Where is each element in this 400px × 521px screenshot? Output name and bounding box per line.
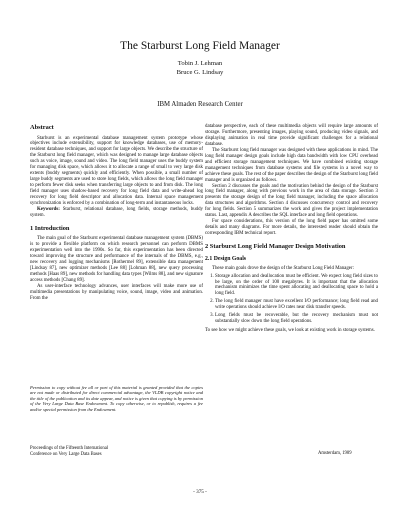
- conference-location: Amsterdam, 1989: [318, 451, 352, 456]
- left-column: [30, 124, 203, 302]
- proceedings-line: Conference on Very Large Data Bases: [30, 451, 102, 457]
- permission-notice: Permission to copy without fee all or part of this material is granted provided that the copies are not made or distributed for direct commercial advantage, the VLDB copyright notice and the title of the publication and its date appear, and notice is given that copying is by permission of the Very Large Data Base Endowment. To copy otherwise, or to republish, requires a fee and/or special permission from the Endowment.: [30, 385, 203, 412]
- design-goals-list: [205, 274, 378, 326]
- list-item: 1. Storage allocation and deallocation must be efficient. We expect long field sizes to be large, on the order of 100 megabytes. It is important that the allocation mechanism minimizes the time spent allocating and deallocating space to hold a long field.: [215, 274, 378, 298]
- page-number: - 375 -: [193, 489, 207, 495]
- body-paragraph: Section 2 discusses the goals and the motivation behind the design of the Starburst long field manager, along with previous work in the area of data storage. Section 3 presents the storage design of the long field manager, including the space allocation data structures and algorithms. Section 4 discusses concurrency control and recovery for long fields. Section 5 summarizes the work and gives the project implementation status. Last, appendix A describes the SQL interface and long field operations.: [205, 183, 378, 219]
- section-2-heading: 2 Starburst Long Field Manager Design Motivation: [205, 243, 346, 251]
- list-item: 3. Long fields must be recoverable, but the recovery mechanism must not substantially slow down the long field operations.: [215, 313, 378, 325]
- body-paragraph: As user-interface technology advances, user interfaces will make more use of multimedia presentations by manipulating voice, sound, image, video and animation. From the: [30, 283, 203, 301]
- author-name: Tobin J. Lehman: [177, 60, 223, 67]
- body-paragraph: database perspective, each of these multimedia objects will require large amounts of storage. Furthermore, presenting images, playing sound, producing video signals, and displaying animation in real time provide significant challenges for a relational database.: [205, 124, 378, 147]
- introduction-heading: 1 Introduction: [30, 224, 70, 232]
- abstract-paragraph: Starburst is an experimental database management system prototype whose objectives include extensibility, support for knowledge databases, use of memory-resident database techniques, and support for large objects. We describe the structure of the Starburst long field manager, which was designed to manage large database objects such as voice, image, sound and video. The long field manager uses the buddy system for managing disk space, which allows it to allocate a range of small to very large disk extents (buddy segments) quickly and efficiently. When possible, a small number of large buddy segments are used to store long fields, which allows the long field manager to perform fewer disk seeks when transferring large objects to and from disk. The long field manager uses shadow-based recovery for long field data and write-ahead log recovery for long field descriptor and allocation data. Internal space management synchronization is enforced by a combination of long-term and instantaneous locks.: [30, 135, 203, 206]
- author-name: Bruce G. Lindsay: [176, 68, 224, 76]
- body-paragraph: The Starburst long field manager was designed with these applications in mind. The long field manager design goals include high data bandwidth with low CPU overhead and efficient storage management techniques. We have combined existing storage management techniques from database systems and file systems in a novel way to achieve these goals. The rest of the paper describes the design of the Starburst long field manager and is organized as follows.: [205, 147, 378, 183]
- proceedings-info: [30, 446, 203, 457]
- keywords-text: Starburst, relational database, long fields, storage methods, buddy system.: [30, 206, 203, 218]
- affiliation: IBM Almaden Research Center: [157, 101, 243, 108]
- body-paragraph: The main goal of the Starburst experimental database management system (DBMS) is to provide a flexible platform on which research personnel can perform DBMS experimentation well into the 1990s. So far, this experimentation has been directed toward improving the structure and performance of the internals of the DBMS, e.g., new recovery and logging mechanisms [Rothermel 89], extensible data management [Lindsay 87], new optimizer methods [Lee 88] [Lohman 88], new query processing methods [Haas 89], new methods for handling data types [Wilms 88], and new signature access methods [Chang 89].: [30, 236, 203, 284]
- keywords-paragraph: [30, 207, 203, 219]
- author-list: [0, 60, 400, 77]
- abstract-heading: Abstract: [30, 124, 54, 131]
- body-paragraph: To see how we might achieve these goals, we look at existing work in storage systems.: [205, 328, 375, 334]
- body-paragraph: For space considerations, this version of the long field paper has omitted some details and many diagrams. For more details, the interested reader should obtain the corresponding IBM technical report.: [205, 219, 378, 237]
- proceedings-line: Proceedings of the Fifteenth International: [30, 446, 109, 451]
- keywords-label: Keywords:: [37, 206, 60, 212]
- subsection-2-1-heading: 2.1 Design Goals: [205, 255, 247, 262]
- body-paragraph: These main goals drove the design of the Starburst Long Field Manager:: [212, 265, 354, 271]
- paper-title: The Starburst Long Field Manager: [120, 40, 280, 52]
- list-item: 2. The long field manager must have excellent I/O performance; long field read and write operations should achieve I/O rates near disk transfer speeds.: [215, 299, 378, 311]
- right-column: [205, 124, 378, 334]
